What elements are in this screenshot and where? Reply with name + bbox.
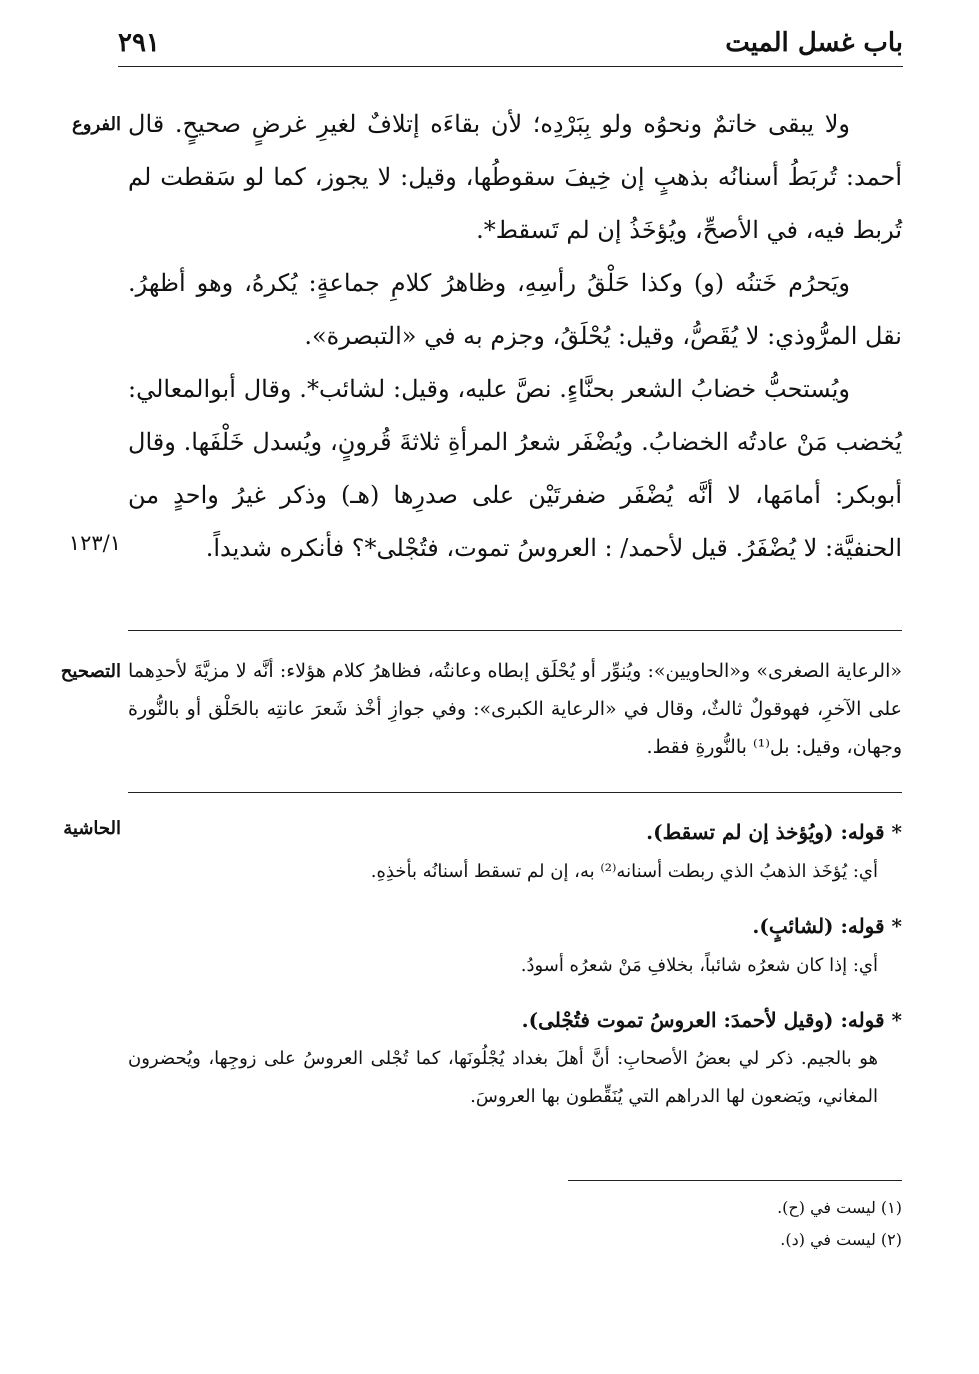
hashiya-comment: هو بالجيم. ذكر لي بعضُ الأصحابِ: أنَّ أهلَ بغداد يُجْلُونَها، كما تُجْلى العروسُ على زوجِها، ويُحضرون المغاني، ويَضعون لها الدراهم التي يُنَقِّطون بها العروسَ. [128,1048,878,1107]
main-paragraph: ويُستحبُّ خضابُ الشعر بحنَّاءٍ. نصَّ عليه، وقيل: لشائب*. وقال أبوالمعالي: يُخضب مَنْ عادتُه الخضابُ. ويُضْفَر شعرُ المرأةِ ثلاثةَ قُرونٍ، ويُسدل خَلْفَها. وقال أبوبكر: أمامَها، لا أنَّه يُضْفَر ضفرتَيْن على صدرِها (هـ) وذكر غيرُ واحدٍ من الحنفيَّة: لا يُضْفَرُ. قيل لأحمد/ : العروسُ تموت، فتُجْلى*؟ فأنكره شديداً. [128,375,902,562]
chapter-title: باب غسل الميت [725,28,903,58]
hashiya-quote: * قوله: (لشائبٍ). [752,914,902,938]
tashih-paragraph: «الرعاية الصغرى» و«الحاويين»: ويُنوِّر أو يُحْلَق إبطاه وعانتُه، فظاهرُ كلام هؤلاء: أنَّه لا مزيَّةَ لأحدِهما على الآخرِ، فهوقولٌ ثالثٌ، وقال في «الرعاية الكبرى»: وفي جوازِ أخْذ شَعرَ عانتِه بالحَلْق أو بالنُّورة وجهان، وقيل: بل⁽¹⁾ بالنُّورةِ فقط. [128,660,902,758]
section-divider [128,630,902,631]
footnote: (٢) ليست في (د). [780,1230,902,1249]
footnotes [128,1192,902,1256]
section-divider [128,792,902,793]
main-text [128,98,902,575]
main-paragraph: ولا يبقى خاتمٌ ونحوُه ولو بِبَرْدِه؛ لأن بقاءَه إتلافٌ لغيرِ غرضٍ صحيحٍ. قال أحمد: تُربَطُ أسنانُه بذهبٍ إن خِيفَ سقوطُها، وقيل: لا يجوز، كما لو سَقطت لم تُربط فيه، في الأصحِّ، ويُؤخَذُ إن لم تَسقط*. [128,110,902,244]
footnote: (١) ليست في (ح). [777,1198,902,1217]
hashiya-quote: * قوله: (وقيل لأحمدَ: العروسُ تموت فتُجْلى). [521,1008,902,1032]
page-number: ٢٩١ [118,28,160,58]
margin-volume-ref: ١٢٣/١ [68,531,121,555]
margin-label-furu: الفروع [72,114,121,135]
tashih-section [128,652,902,766]
margin-label-tashih: التصحيح [60,661,121,682]
main-paragraph: ويَحرُم خَتنُه (و) وكذا حَلْقُ رأسِهِ، وظاهرُ كلامِ جماعةٍ: يُكرهُ، وهو أظهرُ. نقل المرُّوذي: لا يُقَصُّ، وقيل: يُحْلَقُ، وجزم به في «التبصرة». [128,269,902,350]
hashiya-comment: أي: إذا كان شعرُه شائباً، بخلافِ مَنْ شعرُه أسودُ. [520,955,878,976]
hashiya-section [128,812,902,1116]
footnote-divider [568,1180,902,1181]
running-header [118,28,903,68]
margin-label-hashiya: الحاشية [63,818,121,839]
hashiya-quote: * قوله: (ويُؤخذ إن لم تسقط). [646,820,902,844]
header-divider [118,66,903,67]
hashiya-comment: أي: يُؤخَذ الذهبُ الذي ربطت أسنانه⁽²⁾ به، إن لم تسقط أسنانُه بأخذِهِ. [370,861,878,882]
